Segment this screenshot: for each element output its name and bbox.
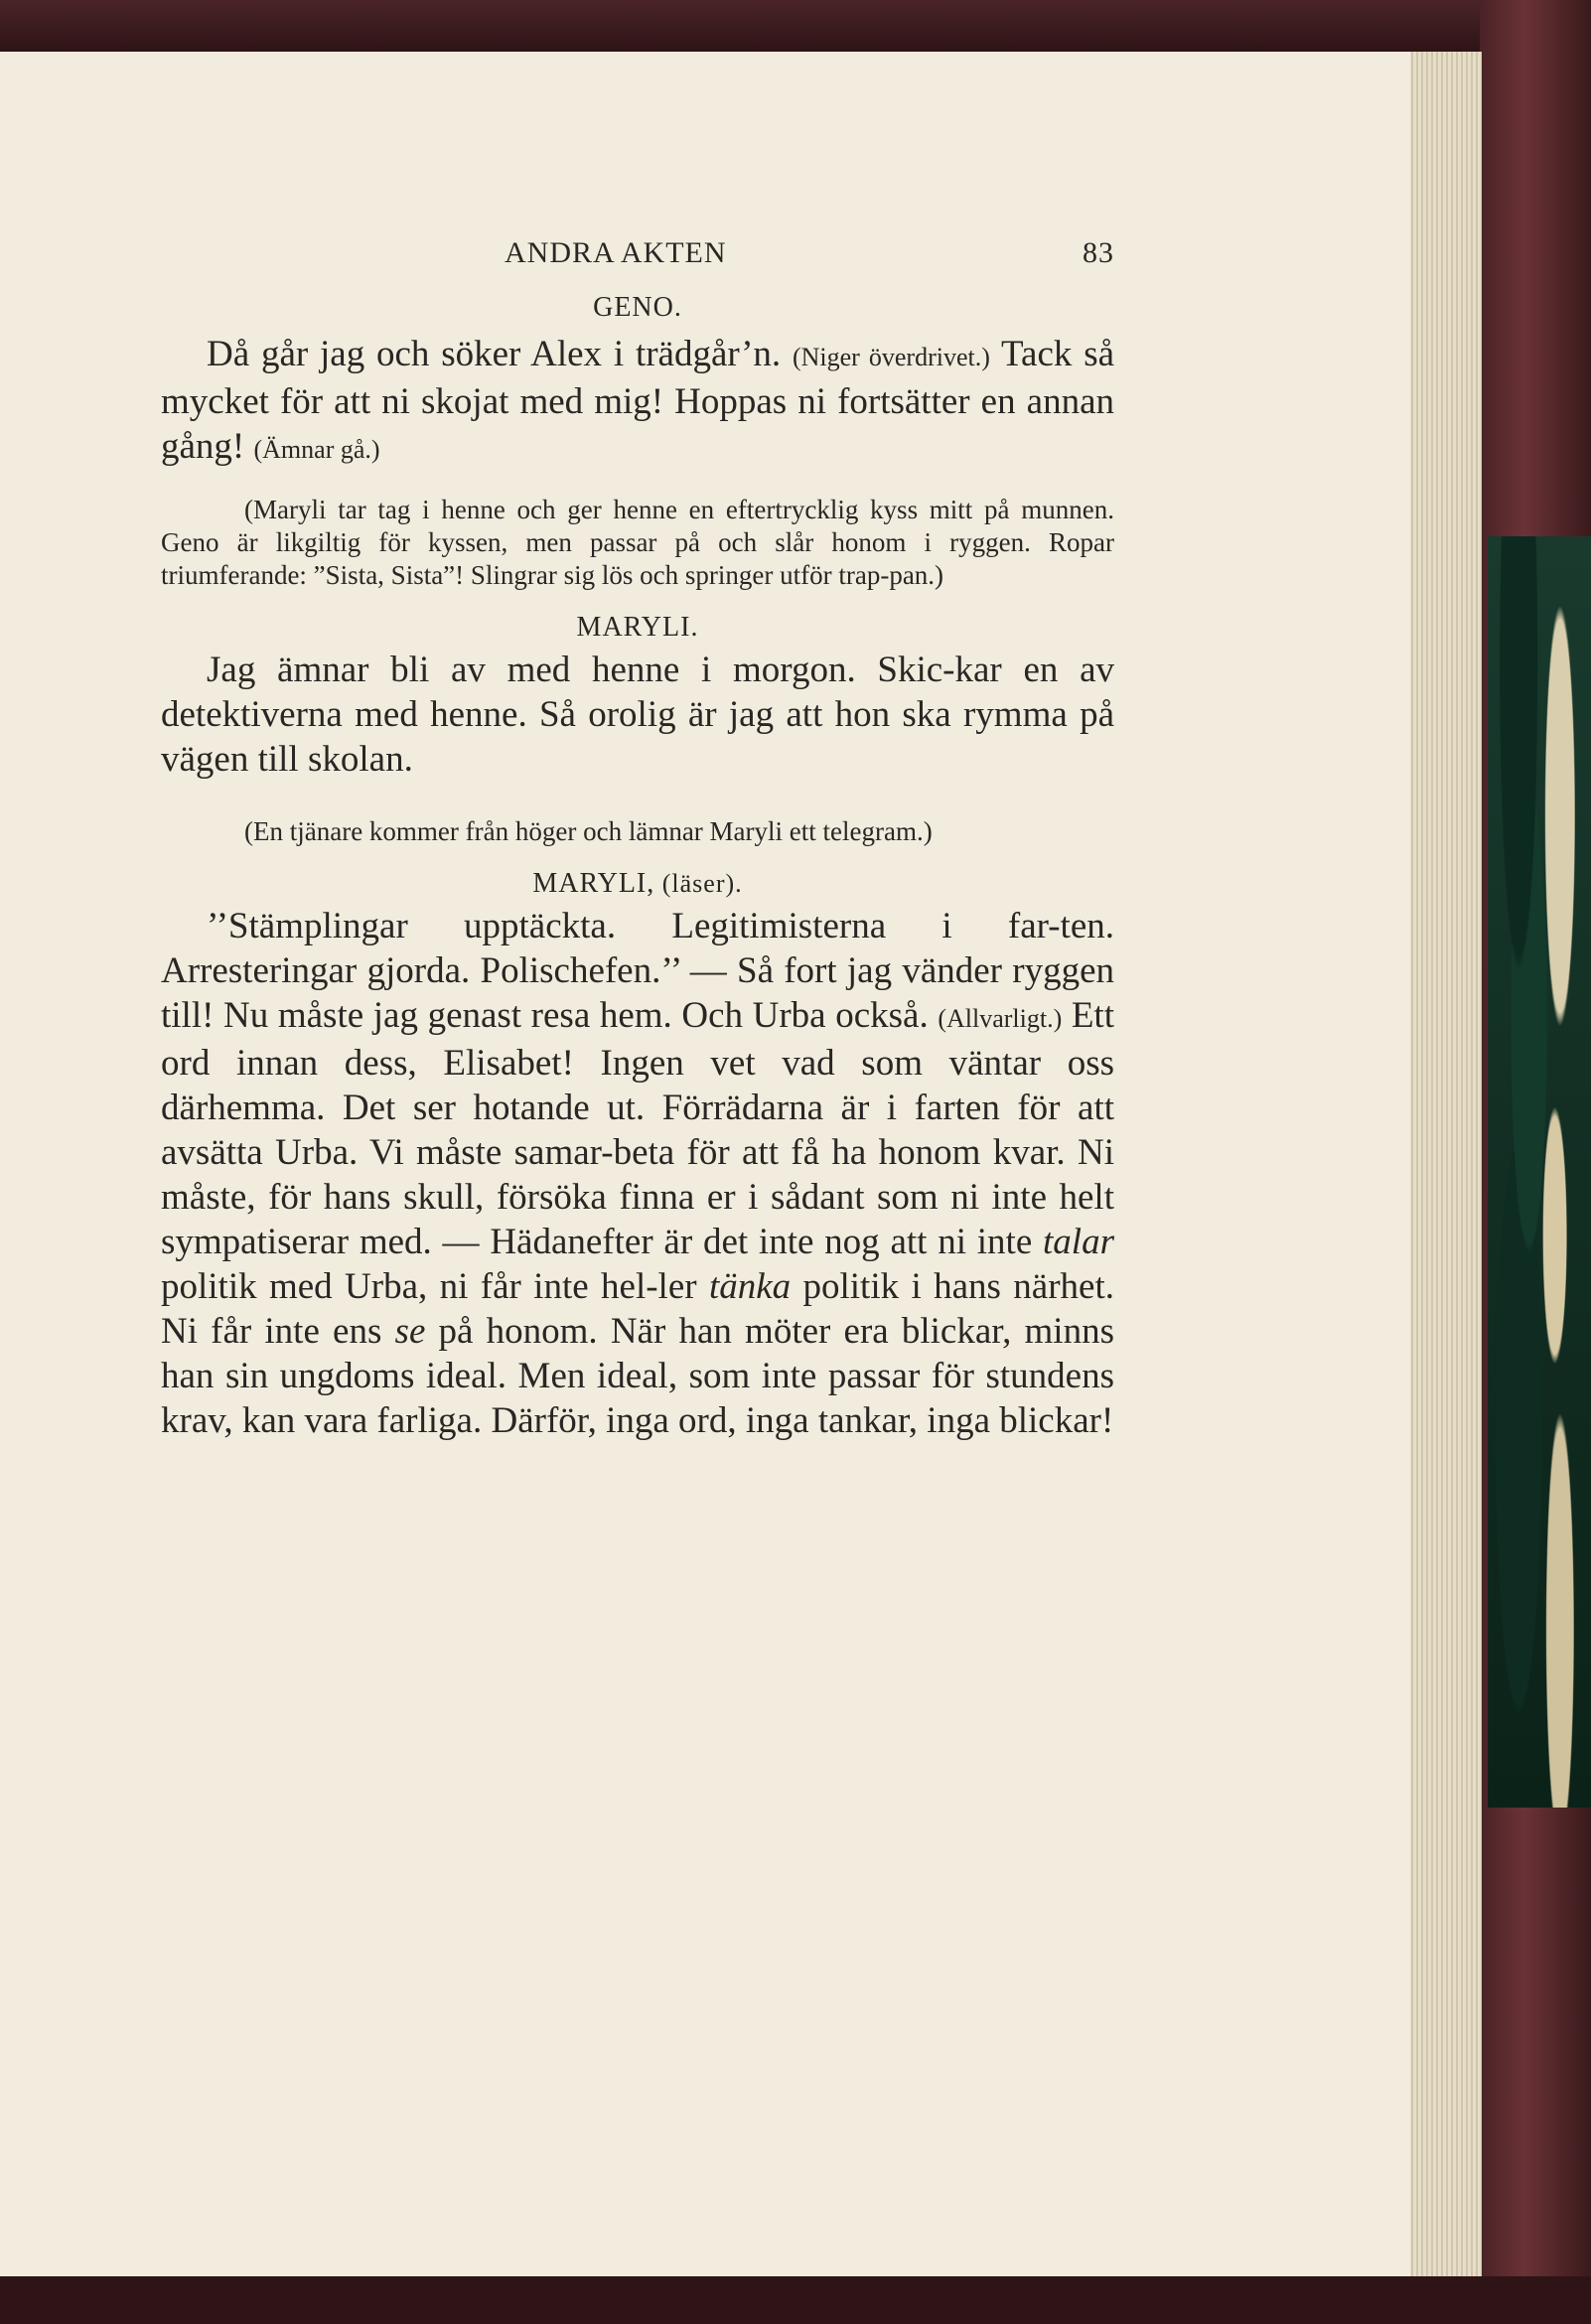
speaker-name: MARYLI. (576, 612, 699, 643)
speech-paragraph (161, 332, 1114, 472)
page-number: 83 (1083, 236, 1114, 269)
speech-text: Då går jag och söker Alex i trädgår’n. (207, 334, 793, 374)
speech-text: på honom. När han möter era blickar, minns han sin ungdoms ideal. Men ideal, som inte passar för stundens krav, kan vara farliga. Därför, inga ord, inga tankar, inga blickar! (161, 1311, 1114, 1441)
page-text (161, 226, 1114, 1443)
stage-direction: (En tjänare kommer från höger och lämnar Maryli ett telegram.) (244, 816, 933, 846)
marbled-endpaper (1488, 536, 1591, 1808)
speech-text: Ett ord innan dess, Elisabet! Ingen vet vad som väntar oss därhemma. Det ser hotande ut. Förrädarna är i farten för att avsätta Urba. Vi måste samar-beta för att få ha honom kvar. Ni måste, för hans skull, försöka finna er i sådant som ni inte helt sympatiserar med. — Hädanefter är det inte nog att ni inte (161, 995, 1114, 1262)
stage-direction: (Maryli tar tag i henne och ger henne en eftertrycklig kyss mitt på munnen. Geno är likgiltig för kyssen, men passar på och slår honom i ryggen. Ropar triumferande: ”Sista, Sista”! Slingrar sig lös och springer utför trap-pan.) (161, 495, 1114, 590)
speech-text: Tack så mycket för att ni skojat med mig! Hoppas ni fortsätter en annan gång! (161, 334, 1115, 467)
speech-paragraph (161, 648, 1114, 782)
book-cover-top (0, 0, 1591, 52)
running-head-title: ANDRA AKTEN (505, 236, 727, 269)
emphasized-word: tänka (708, 1266, 792, 1307)
speech-text: politik med Urba, ni får inte hel-ler (161, 1266, 709, 1307)
inline-stage-direction: (Allvarligt.) (938, 1004, 1063, 1033)
inline-stage-direction: (Niger överdrivet.) (792, 343, 990, 371)
speech-text: ’’Stämplingar upptäckta. Legitimisterna i far-ten. Arresteringar gjorda. Polischefen.’’ — Så fort jag vänder ryggen till! Nu måste jag genast resa hem. Och Urba också. (161, 906, 1114, 1036)
emphasized-word: talar (1043, 1222, 1114, 1262)
speaker-aside: (läser). (654, 869, 743, 898)
speaker-line (161, 868, 1114, 900)
speech-paragraph (161, 904, 1114, 1443)
speech-text: Jag ämnar bli av med henne i morgon. Skic-kar en av detektiverna med henne. Så orolig är jag att hon ska rymma på vägen till skolan. (161, 650, 1114, 780)
book-cover-bottom (0, 2276, 1591, 2324)
speaker-name: GENO. (593, 292, 682, 323)
speech-text: politik i hans närhet. Ni får inte ens (161, 1266, 1114, 1352)
emphasized-word: se (394, 1311, 426, 1352)
running-head (161, 226, 1114, 286)
speaker-name: MARYLI, (532, 868, 655, 899)
inline-stage-direction: (Ämnar gå.) (253, 435, 380, 464)
page-stack-edge (1398, 52, 1482, 2276)
